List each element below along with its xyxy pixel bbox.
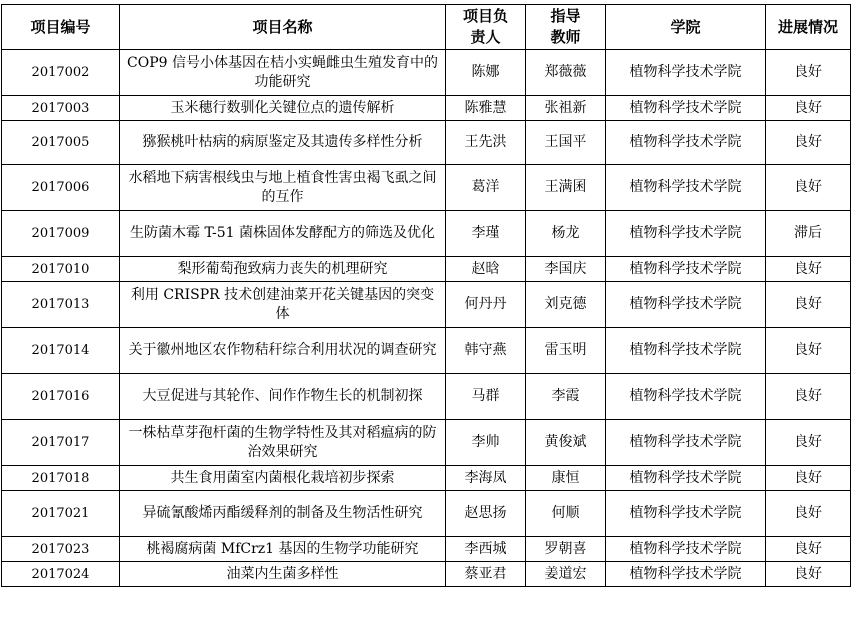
cell-project-name: 一株枯草芽孢杆菌的生物学特性及其对稻瘟病的防治效果研究 [120, 420, 446, 466]
cell-advisor: 康恒 [526, 466, 606, 491]
header-project-id: 项目编号 [2, 5, 120, 50]
table-row [2, 374, 851, 420]
table-row [2, 211, 851, 257]
cell-project-leader: 李帅 [446, 420, 526, 466]
cell-advisor: 王国平 [526, 121, 606, 165]
table-row [2, 50, 851, 96]
cell-project-name: 大豆促进与其轮作、间作作物生长的机制初探 [120, 374, 446, 420]
cell-project-leader: 赵晗 [446, 257, 526, 282]
table-row [2, 328, 851, 374]
cell-project-id: 2017024 [2, 562, 120, 587]
table-row [2, 537, 851, 562]
cell-project-leader: 马群 [446, 374, 526, 420]
cell-college: 植物科学技术学院 [606, 282, 766, 328]
cell-progress: 滞后 [766, 211, 851, 257]
cell-project-leader: 葛洋 [446, 165, 526, 211]
cell-project-id: 2017014 [2, 328, 120, 374]
table-row [2, 562, 851, 587]
cell-advisor: 雷玉明 [526, 328, 606, 374]
cell-college: 植物科学技术学院 [606, 96, 766, 121]
cell-progress: 良好 [766, 491, 851, 537]
cell-project-name: 共生食用菌室内菌根化栽培初步探索 [120, 466, 446, 491]
cell-project-id: 2017023 [2, 537, 120, 562]
cell-project-id: 2017018 [2, 466, 120, 491]
cell-advisor: 杨龙 [526, 211, 606, 257]
cell-progress: 良好 [766, 328, 851, 374]
cell-project-leader: 李海凤 [446, 466, 526, 491]
cell-college: 植物科学技术学院 [606, 50, 766, 96]
cell-advisor: 郑薇薇 [526, 50, 606, 96]
cell-project-leader: 赵思扬 [446, 491, 526, 537]
cell-project-name: 利用 CRISPR 技术创建油菜开花关键基因的突变体 [120, 282, 446, 328]
table-row [2, 257, 851, 282]
cell-project-id: 2017003 [2, 96, 120, 121]
cell-project-name: COP9 信号小体基因在桔小实蝇雌虫生殖发育中的功能研究 [120, 50, 446, 96]
cell-advisor: 张祖新 [526, 96, 606, 121]
cell-advisor: 黄俊斌 [526, 420, 606, 466]
cell-project-name: 关于徽州地区农作物秸秆综合利用状况的调查研究 [120, 328, 446, 374]
header-college: 学院 [606, 5, 766, 50]
cell-project-id: 2017009 [2, 211, 120, 257]
cell-project-id: 2017010 [2, 257, 120, 282]
cell-advisor: 王满囷 [526, 165, 606, 211]
cell-college: 植物科学技术学院 [606, 374, 766, 420]
cell-advisor: 李国庆 [526, 257, 606, 282]
cell-college: 植物科学技术学院 [606, 537, 766, 562]
table-row [2, 282, 851, 328]
cell-progress: 良好 [766, 537, 851, 562]
cell-project-id: 2017016 [2, 374, 120, 420]
header-project-leader: 项目负责人 [446, 5, 526, 50]
project-progress-table [1, 4, 851, 587]
table-header-row [2, 5, 851, 50]
cell-project-id: 2017006 [2, 165, 120, 211]
cell-project-id: 2017021 [2, 491, 120, 537]
cell-project-leader: 陈雅慧 [446, 96, 526, 121]
cell-project-name: 水稻地下病害根线虫与地上植食性害虫褐飞虱之间的互作 [120, 165, 446, 211]
cell-college: 植物科学技术学院 [606, 562, 766, 587]
cell-advisor: 刘克德 [526, 282, 606, 328]
cell-progress: 良好 [766, 282, 851, 328]
cell-progress: 良好 [766, 96, 851, 121]
cell-college: 植物科学技术学院 [606, 165, 766, 211]
cell-progress: 良好 [766, 374, 851, 420]
header-progress: 进展情况 [766, 5, 851, 50]
cell-project-name: 生防菌木霉 T-51 菌株固体发酵配方的筛选及优化 [120, 211, 446, 257]
cell-project-leader: 韩守燕 [446, 328, 526, 374]
cell-project-leader: 陈娜 [446, 50, 526, 96]
cell-college: 植物科学技术学院 [606, 328, 766, 374]
table-row [2, 121, 851, 165]
header-advisor: 指导教师 [526, 5, 606, 50]
cell-project-leader: 蔡亚君 [446, 562, 526, 587]
cell-advisor: 姜道宏 [526, 562, 606, 587]
cell-advisor: 何顺 [526, 491, 606, 537]
cell-progress: 良好 [766, 50, 851, 96]
cell-college: 植物科学技术学院 [606, 491, 766, 537]
table-row [2, 491, 851, 537]
header-project-name: 项目名称 [120, 5, 446, 50]
table-row [2, 420, 851, 466]
table-row [2, 165, 851, 211]
cell-project-name: 油菜内生菌多样性 [120, 562, 446, 587]
cell-college: 植物科学技术学院 [606, 466, 766, 491]
cell-project-leader: 李西城 [446, 537, 526, 562]
cell-project-name: 猕猴桃叶枯病的病原鉴定及其遗传多样性分析 [120, 121, 446, 165]
cell-project-name: 桃褐腐病菌 MfCrz1 基因的生物学功能研究 [120, 537, 446, 562]
table-row [2, 466, 851, 491]
cell-college: 植物科学技术学院 [606, 257, 766, 282]
table-row [2, 96, 851, 121]
cell-project-id: 2017002 [2, 50, 120, 96]
cell-project-id: 2017013 [2, 282, 120, 328]
cell-progress: 良好 [766, 420, 851, 466]
cell-progress: 良好 [766, 257, 851, 282]
cell-progress: 良好 [766, 562, 851, 587]
cell-progress: 良好 [766, 466, 851, 491]
cell-project-name: 玉米穗行数驯化关键位点的遗传解析 [120, 96, 446, 121]
cell-project-id: 2017017 [2, 420, 120, 466]
cell-progress: 良好 [766, 165, 851, 211]
cell-project-leader: 李瑾 [446, 211, 526, 257]
cell-project-leader: 何丹丹 [446, 282, 526, 328]
cell-college: 植物科学技术学院 [606, 121, 766, 165]
cell-college: 植物科学技术学院 [606, 211, 766, 257]
table-body [2, 50, 851, 587]
cell-progress: 良好 [766, 121, 851, 165]
cell-college: 植物科学技术学院 [606, 420, 766, 466]
cell-project-name: 梨形葡萄孢致病力丧失的机理研究 [120, 257, 446, 282]
cell-advisor: 李霞 [526, 374, 606, 420]
cell-project-id: 2017005 [2, 121, 120, 165]
cell-project-leader: 王先洪 [446, 121, 526, 165]
cell-advisor: 罗朝喜 [526, 537, 606, 562]
cell-project-name: 异硫氰酸烯丙酯缓释剂的制备及生物活性研究 [120, 491, 446, 537]
